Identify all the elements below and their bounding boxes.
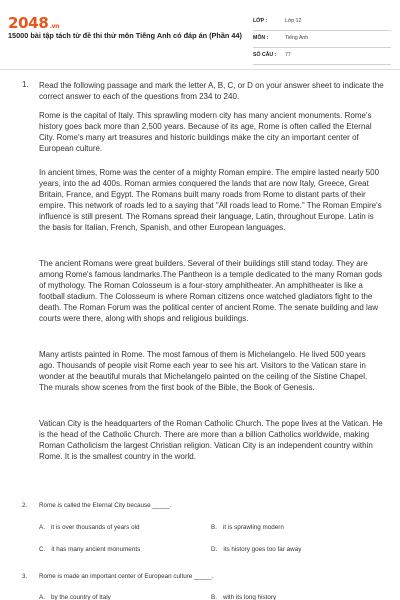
option-text: by the country of Italy xyxy=(50,594,111,600)
header-divider xyxy=(0,69,400,70)
question-number: 3. xyxy=(22,573,28,580)
option-letter: B. xyxy=(211,524,217,531)
logo-main: 2048 xyxy=(8,14,49,32)
meta-label: SỐ CÂU : xyxy=(253,52,277,58)
option-text: it is sprawling modern xyxy=(222,524,284,531)
meta-label: MÔN : xyxy=(253,35,269,41)
question-number: 2. xyxy=(22,502,28,509)
site-logo[interactable] xyxy=(8,14,59,32)
meta-value: 77 xyxy=(285,52,291,58)
option-letter: C. xyxy=(39,546,46,553)
option-text: its history goes too far away xyxy=(223,546,302,553)
meta-value: Tiếng Anh xyxy=(285,35,309,41)
document-title: 15000 bài tập tách từ đề thi thử môn Tiếng Anh có đáp án (Phần 44) xyxy=(8,31,242,40)
option-text: it is over thousands of years old xyxy=(50,524,140,531)
meta-table xyxy=(253,14,391,65)
option-letter: D. xyxy=(211,546,218,553)
option-letter: A. xyxy=(39,524,45,531)
meta-value: Lớp 12 xyxy=(285,18,302,24)
meta-label: LỚP : xyxy=(253,18,268,24)
meta-row-subject xyxy=(253,31,391,48)
passage-paragraph: In ancient times, Rome was the center of a mighty Roman empire. The empire lasted nearly 500 years, into the ad 400s. Roman armies conquered the lands that are now Italy, Greece, Great Britain, France, and Egypt. The Romans built many roads from Rome to distant parts of their empire. This network of roads led to a saying that "All roads lead to Rome." The Roman Empire's influence is still present. The Romans spread their language, Latin, throughout Europe. Latin is the basis for Italian, French, Spanish, and other European languages. xyxy=(39,168,382,232)
option-text: it has many ancient monuments xyxy=(51,546,141,553)
question-text: Rome is called the Eternal City because _____. xyxy=(39,502,172,509)
question-instruction: Read the following passage and mark the letter A, B, C, or D on your answer sheet to indicate the correct answer to each of the questions from 234 to 240. xyxy=(39,81,384,101)
meta-row-grade xyxy=(253,14,391,31)
passage-paragraph: Vatican City is the headquarters of the Roman Catholic Church. The pope lives at the Vatican. He is the head of the Catholic Church. There are more than a billion Catholics worldwide, making Roman Catholicism the largest Christian religion. Vatican City is an independent country within Rome. It is the smallest country in the world. xyxy=(39,419,383,461)
question-1 xyxy=(22,80,384,102)
meta-row-count xyxy=(253,48,391,65)
answer-option-a[interactable] xyxy=(39,524,140,531)
question-text: Rome is made an important center of European culture _____. xyxy=(39,573,214,580)
page-header xyxy=(0,0,400,64)
option-letter: A. xyxy=(39,594,45,600)
answer-option-b[interactable] xyxy=(211,594,276,600)
answer-option-c[interactable] xyxy=(39,546,140,553)
logo-sub: .vn xyxy=(49,23,60,30)
question-number: 1. xyxy=(22,80,29,89)
option-letter: B. xyxy=(211,594,217,600)
option-text: with its long history xyxy=(222,594,277,600)
answer-option-b[interactable] xyxy=(211,524,284,531)
answer-option-a[interactable] xyxy=(39,594,111,600)
passage-paragraph: Many artists painted in Rome. The most famous of them is Michelangelo. He lived 500 years ago. Thousands of people visit Rome each year to see his art. Visitors to the Vatican stare in wonder at the beautiful murals that Michelangelo painted on the ceiling of the Sistine Chapel. The murals show scenes from the first book of the Bible, the Book of Genesis. xyxy=(39,350,368,392)
passage-paragraph: The ancient Romans were great builders. Several of their buildings still stand today. They are among Rome's famous landmarks.The Pantheon is a temple dedicated to the many Roman gods of mythology. The Roman Colosseum is a four-story amphitheater. An amphitheater is like a football stadium. The Colosseum is where Roman citizens once watched gladiators fight to the death. The Roman Forum was the political center of ancient Rome. The senate building and law courts were there, along with shops and religious buildings. xyxy=(39,259,383,323)
passage-paragraph: Rome is the capital of Italy. This sprawling modern city has many ancient monuments. Rome's history goes back more than 2,500 years. Because of its age, Rome is often called the Eternal City. Rome's many art treasures and historic buildings make the city an important center of European culture. xyxy=(39,111,372,153)
answer-option-d[interactable] xyxy=(211,546,301,553)
